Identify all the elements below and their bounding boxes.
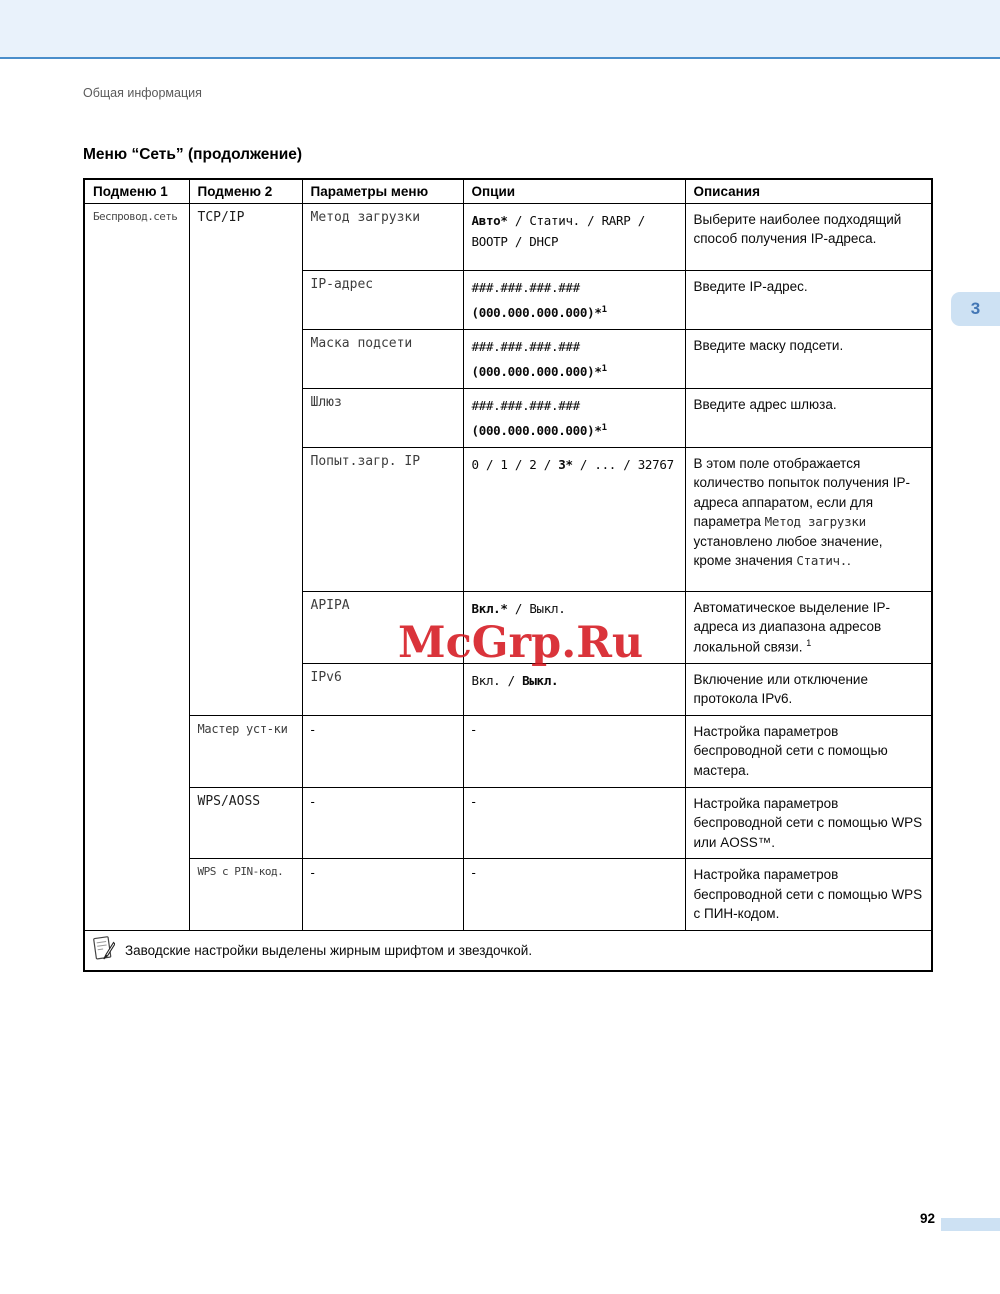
- option-pre: 0 / 1 / 2 /: [471, 456, 559, 472]
- cell-submenu1-wireless: Беспровод.сеть: [84, 203, 189, 930]
- cell-param-ip-boot-tries: Попыт.загр. IP: [302, 447, 463, 591]
- col-header-options: Опции: [463, 179, 685, 203]
- top-band: [0, 0, 1000, 57]
- cell-desc-wps-pin: Настройка параметров беспроводной сети с помощью WPS с ПИН-кодом.: [685, 859, 932, 931]
- option-mask-pattern: ###.###.###.###: [471, 279, 580, 295]
- cell-param-empty: -: [302, 787, 463, 859]
- cell-desc-setup-wizard: Настройка параметров беспроводной сети с помощью мастера.: [685, 715, 932, 787]
- cell-desc-gateway: Введите адрес шлюза.: [685, 388, 932, 447]
- note-text: Заводские настройки выделены жирным шрифтом и звездочкой.: [125, 942, 533, 958]
- option-default: [472, 361, 677, 382]
- cell-options-ip-address: [463, 270, 685, 329]
- footnote-ref: 1: [806, 637, 812, 648]
- col-header-descriptions: Описания: [685, 179, 932, 203]
- note-pencil-icon: [93, 935, 115, 966]
- cell-options-subnet-mask: [463, 329, 685, 388]
- option-rest: Вкл. /: [471, 672, 523, 688]
- table-row: [84, 203, 932, 270]
- table-row: [84, 859, 932, 931]
- option-default: Вкл.*: [471, 600, 508, 616]
- cell-options-gateway: [463, 388, 685, 447]
- cell-desc-boot-method: Выберите наиболее подходящий способ получения IP-адреса.: [685, 203, 932, 270]
- note-cell: [84, 930, 932, 971]
- option-rest: / Статич. / RARP / BOOTP / DHCP: [471, 212, 645, 249]
- cell-param-boot-method: Метод загрузки: [302, 203, 463, 270]
- page-number: 92: [919, 1211, 935, 1226]
- cell-options-apipa: [463, 591, 685, 663]
- option-default-value: (000.000.000.000)*: [471, 304, 602, 320]
- cell-param-ipv6: IPv6: [302, 663, 463, 715]
- cell-options-empty: -: [463, 859, 685, 931]
- desc-text: .: [847, 553, 851, 569]
- top-rule: [0, 57, 1000, 59]
- footnote-ref: 1: [601, 304, 607, 315]
- col-header-submenu2: Подменю 2: [189, 179, 302, 203]
- table-header-row: [84, 179, 932, 203]
- cell-param-gateway: Шлюз: [302, 388, 463, 447]
- col-header-submenu1: Подменю 1: [84, 179, 189, 203]
- lcd-term: Метод загрузки: [764, 514, 866, 530]
- desc-text: установлено любое значение, кроме значения: [693, 533, 883, 569]
- col-header-params: Параметры меню: [302, 179, 463, 203]
- option-default: [472, 420, 677, 441]
- page-title: Меню “Сеть” (продолжение): [83, 146, 303, 163]
- option-default-value: (000.000.000.000)*: [471, 422, 602, 438]
- option-post: / ... / 32767: [572, 456, 674, 472]
- desc-text: В этом поле отображается количество попыток получения IP-адреса аппаратом, если для параметра: [693, 455, 910, 530]
- option-rest: / Выкл.: [507, 600, 566, 616]
- lcd-term: Статич.: [796, 553, 848, 569]
- cell-submenu2-tcpip: TCP/IP: [189, 203, 302, 715]
- page-number-bar: [941, 1218, 1000, 1231]
- network-menu-table: [83, 178, 933, 972]
- option-mask-pattern: ###.###.###.###: [471, 338, 580, 354]
- cell-options-empty: -: [463, 787, 685, 859]
- option-default: Авто*: [471, 212, 508, 228]
- option-default: 3*: [558, 456, 573, 472]
- option-default: [472, 302, 677, 323]
- cell-desc-ipv6: Включение или отключение протокола IPv6.: [685, 663, 932, 715]
- breadcrumb: Общая информация: [83, 86, 202, 100]
- cell-param-empty: -: [302, 715, 463, 787]
- chapter-tab: 3: [951, 292, 1000, 326]
- cell-options-empty: -: [463, 715, 685, 787]
- cell-submenu2-setup-wizard: Мастер уст-ки: [189, 715, 302, 787]
- watermark: McGrp.Ru: [398, 618, 644, 668]
- cell-submenu2-wps-pin: WPS с PIN-код.: [189, 859, 302, 931]
- cell-desc-ip-address: Введите IP-адрес.: [685, 270, 932, 329]
- table-row: [84, 715, 932, 787]
- cell-desc-ip-boot-tries: [685, 447, 932, 591]
- cell-desc-subnet-mask: Введите маску подсети.: [685, 329, 932, 388]
- cell-param-subnet-mask: Маска подсети: [302, 329, 463, 388]
- cell-desc-wps-aoss: Настройка параметров беспроводной сети с помощью WPS или AOSS™.: [685, 787, 932, 859]
- cell-param-empty: -: [302, 859, 463, 931]
- cell-param-ip-address: IP-адрес: [302, 270, 463, 329]
- cell-submenu2-wps-aoss: WPS/AOSS: [189, 787, 302, 859]
- option-mask-pattern: ###.###.###.###: [471, 397, 580, 413]
- option-default-value: (000.000.000.000)*: [471, 363, 602, 379]
- note-row: [84, 930, 932, 971]
- cell-options-ipv6: [463, 663, 685, 715]
- cell-options-boot-method: [463, 203, 685, 270]
- option-default: Выкл.: [522, 672, 559, 688]
- table-row: [84, 787, 932, 859]
- cell-options-ip-boot-tries: [463, 447, 685, 591]
- footnote-ref: 1: [601, 422, 607, 433]
- cell-param-apipa: APIPA: [302, 591, 463, 663]
- desc-text: Автоматическое выделение IP-адреса из диапазона адресов локальной связи.: [693, 599, 890, 655]
- menu-table: [83, 178, 933, 972]
- footnote-ref: 1: [601, 363, 607, 374]
- cell-desc-apipa: [685, 591, 932, 663]
